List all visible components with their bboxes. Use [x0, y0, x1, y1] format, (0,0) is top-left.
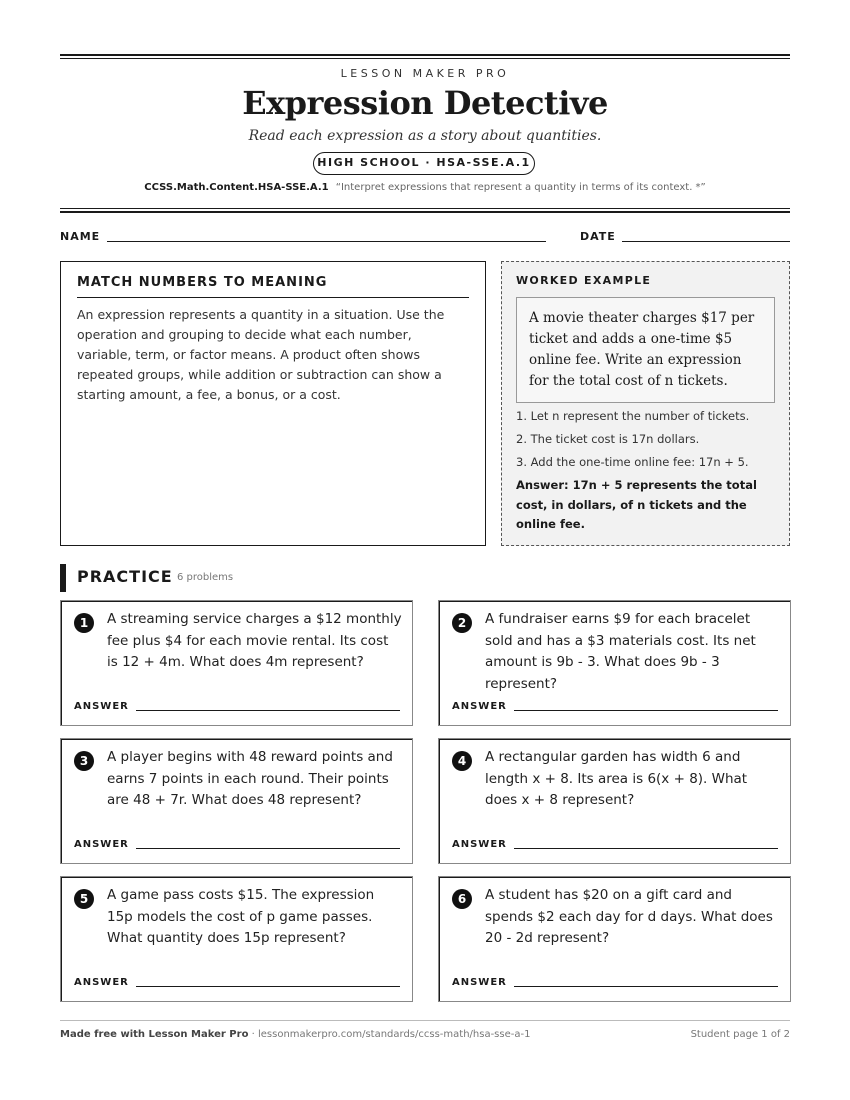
name-field[interactable]: [107, 241, 546, 242]
problem-number-badge: 1: [74, 613, 94, 633]
answer-label: ANSWER: [452, 977, 507, 988]
concept-box: [60, 261, 486, 546]
footer-credit: [60, 1029, 530, 1040]
footer-brand: Made free with Lesson Maker Pro: [60, 1029, 249, 1040]
worked-example-step: 2. The ticket cost is 17n dollars.: [516, 432, 700, 446]
problem-text: A fundraiser earns $9 for each bracelet sold and has a $3 materials cost. Its net amount is 9b - 3. What does 9b - 3 represent?: [485, 611, 756, 692]
footer-page-number: Student page 1 of 2: [690, 1029, 790, 1040]
level-badge: HIGH SCHOOL · HSA-SSE.A.1: [313, 152, 535, 175]
problem-number-badge: 4: [452, 751, 472, 771]
answer-field[interactable]: [136, 848, 400, 849]
answer-field[interactable]: [514, 848, 778, 849]
standard-description: “Interpret expressions that represent a quantity in terms of its context. *”: [335, 182, 706, 193]
practice-count: 6 problems: [177, 572, 234, 583]
header-rule-top: [60, 208, 790, 209]
date-label: DATE: [580, 230, 616, 243]
date-field[interactable]: [622, 241, 790, 242]
header-rule-bottom: [60, 211, 790, 213]
concept-title: MATCH NUMBERS TO MEANING: [77, 275, 469, 298]
answer-field[interactable]: [514, 710, 778, 711]
answer-label: ANSWER: [74, 839, 129, 850]
worked-example-step: 3. Add the one-time online fee: 17n + 5.: [516, 455, 749, 469]
page-title: Expression Detective: [242, 84, 608, 122]
footer-rule: [60, 1020, 790, 1021]
worked-example-problem: A movie theater charges $17 per ticket and adds a one-time $5 online fee. Write an expression for the total cost of n tickets.: [516, 297, 775, 403]
worked-example-title: WORKED EXAMPLE: [516, 274, 652, 287]
practice-accent-bar: [60, 564, 66, 592]
problem-card: [60, 600, 413, 726]
answer-label: ANSWER: [452, 701, 507, 712]
standard-reference: [60, 182, 790, 193]
problem-number-badge: 6: [452, 889, 472, 909]
problem-card: [438, 738, 791, 864]
problem-text: A player begins with 48 reward points and earns 7 points in each round. Their points are 48 + 7r. What does 48 represent?: [107, 749, 393, 808]
top-rule: [60, 54, 790, 56]
standard-code: CCSS.Math.Content.HSA-SSE.A.1: [144, 182, 329, 193]
problem-number-badge: 3: [74, 751, 94, 771]
problem-number-badge: 5: [74, 889, 94, 909]
problem-card: [438, 600, 791, 726]
name-label: NAME: [60, 230, 101, 243]
worked-example-answer: Answer: 17n + 5 represents the total cost, in dollars, of n tickets and the online fee.: [516, 478, 757, 531]
answer-label: ANSWER: [452, 839, 507, 850]
problem-text: A student has $20 on a gift card and spends $2 each day for d days. What does 20 - 2d represent?: [485, 887, 773, 946]
answer-label: ANSWER: [74, 977, 129, 988]
problem-card: [60, 876, 413, 1002]
problem-card: [438, 876, 791, 1002]
brand-name: LESSON MAKER PRO: [340, 67, 510, 80]
concept-body: An expression represents a quantity in a situation. Use the operation and grouping to decide what each number, variable, term, or factor means. A product often shows repeated groups, while addition or subtraction can show a starting amount, a fee, a bonus, or a cost.: [77, 307, 445, 402]
problem-number-badge: 2: [452, 613, 472, 633]
problem-text: A game pass costs $15. The expression 15p models the cost of p game passes. What quantity does 15p represent?: [107, 887, 375, 946]
practice-title: PRACTICE: [77, 567, 173, 586]
worked-example-box: [501, 261, 790, 546]
problem-text: A streaming service charges a $12 monthly fee plus $4 for each movie rental. Its cost is 12 + 4m. What does 4m represent?: [107, 611, 402, 670]
answer-field[interactable]: [136, 710, 400, 711]
answer-field[interactable]: [136, 986, 400, 987]
top-rule-inner: [60, 58, 790, 59]
footer-link[interactable]: · lessonmakerpro.com/standards/ccss-math/hsa-sse-a-1: [251, 1029, 531, 1040]
answer-field[interactable]: [514, 986, 778, 987]
problem-text: A rectangular garden has width 6 and length x + 8. Its area is 6(x + 8). What does x + 8 represent?: [485, 749, 748, 808]
page-subtitle: Read each expression as a story about quantities.: [248, 128, 602, 144]
worked-example-steps: [516, 407, 749, 476]
worked-example-step: 1. Let n represent the number of tickets.: [516, 409, 750, 423]
answer-label: ANSWER: [74, 701, 129, 712]
problem-card: [60, 738, 413, 864]
